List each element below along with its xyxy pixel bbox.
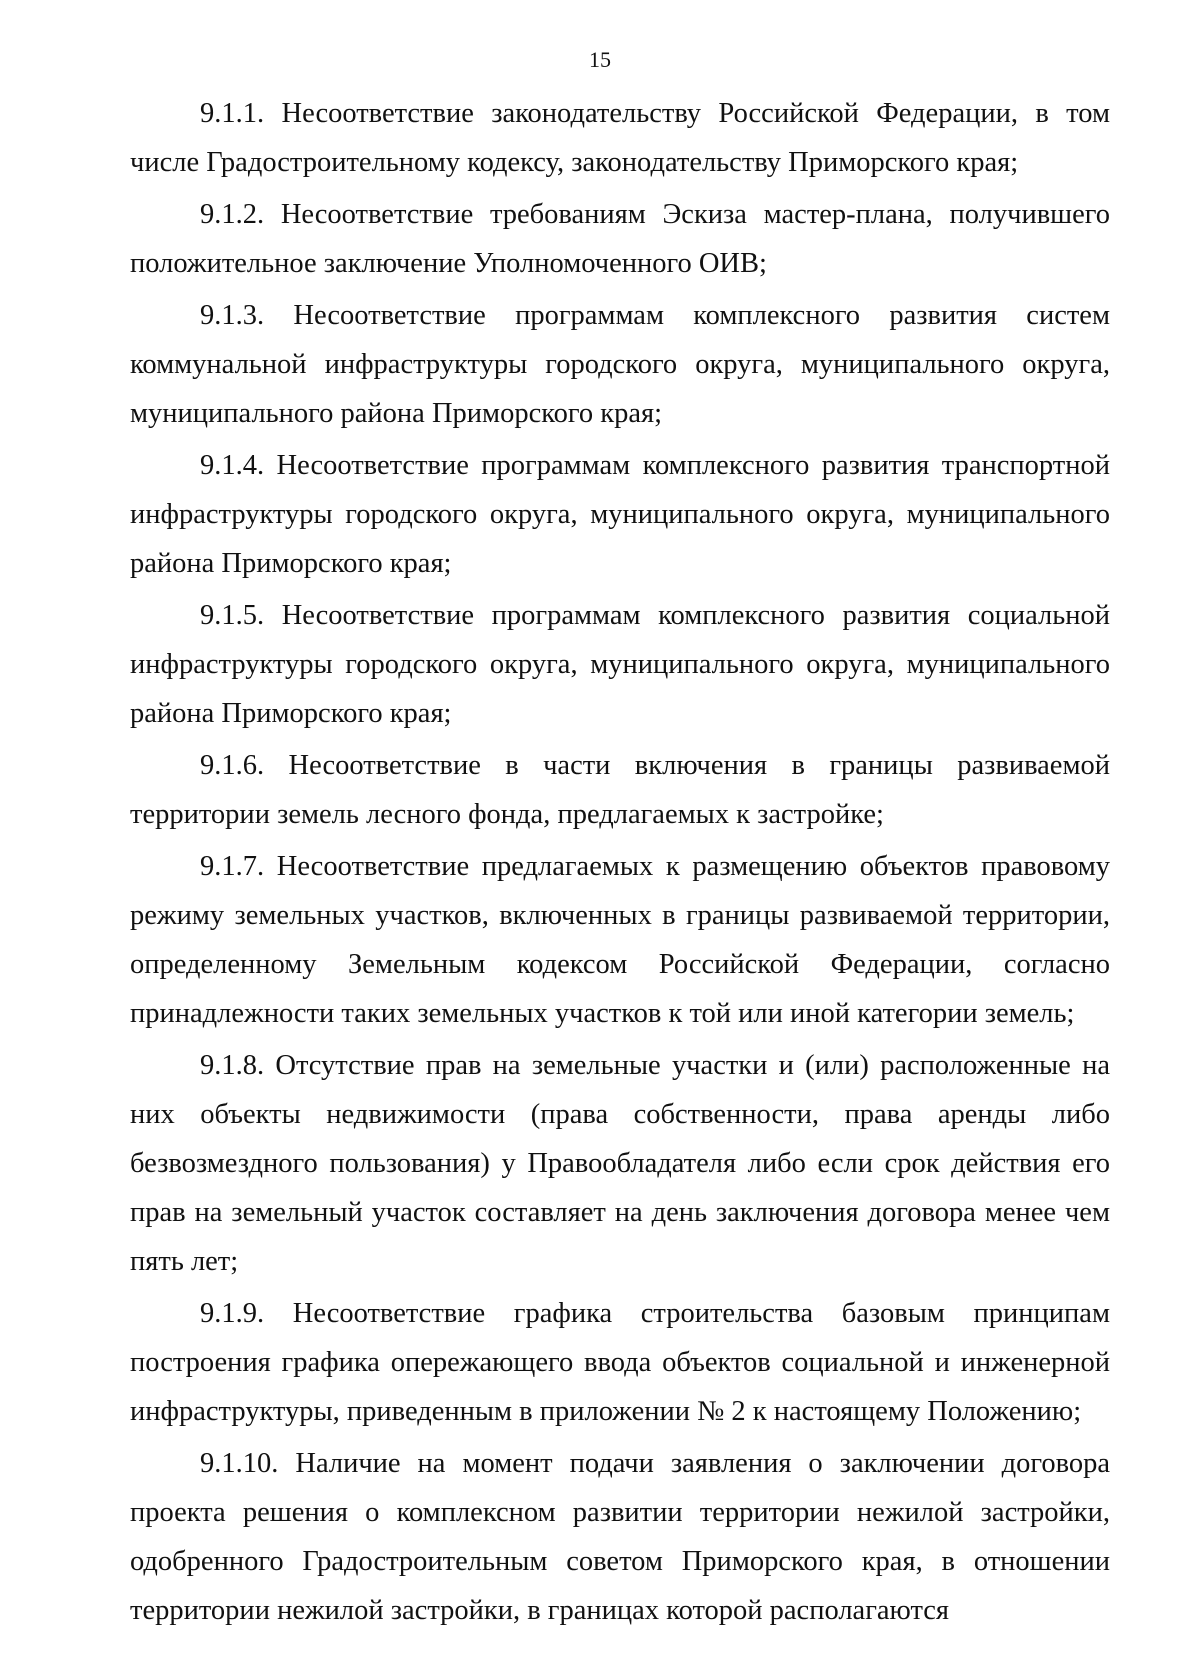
paragraph-9-1-9: 9.1.9. Несоответствие графика строительства базовым принципам построения графика опережающего ввода объектов социальной и инженерной инфраструктуры, приведенным в приложении № 2 к настоящему Положению; bbox=[130, 1298, 1110, 1427]
paragraph-9-1-8: 9.1.8. Отсутствие прав на земельные участки и (или) расположенные на них объекты недвижимости (права собственности, права аренды либо безвозмездного пользования) у Правообладателя либо если срок действия его прав на земельный участок составляет на день заключения договора менее чем пять лет; bbox=[130, 1050, 1110, 1277]
paragraph-9-1-3: 9.1.3. Несоответствие программам комплексного развития систем коммунальной инфраструктуры городского округа, муниципального округа, муниципального района Приморского края; bbox=[130, 300, 1110, 429]
paragraph-9-1-5: 9.1.5. Несоответствие программам комплексного развития социальной инфраструктуры городского округа, муниципального округа, муниципального района Приморского края; bbox=[130, 600, 1110, 729]
paragraph-9-1-6: 9.1.6. Несоответствие в части включения в границы развиваемой территории земель лесного фонда, предлагаемых к застройке; bbox=[130, 750, 1110, 830]
paragraph-9-1-7: 9.1.7. Несоответствие предлагаемых к размещению объектов правовому режиму земельных участков, включенных в границы развиваемой территории, определенному Земельным кодексом Российской Федерации, согласно принадлежности таких земельных участков к той или иной категории земель; bbox=[130, 851, 1110, 1029]
paragraph-9-1-10: 9.1.10. Наличие на момент подачи заявления о заключении договора проекта решения о комплексном развитии территории нежилой застройки, одобренного Градостроительным советом Приморского края, в отношении территории нежилой застройки, в границах которой располагаются bbox=[130, 1448, 1110, 1626]
paragraph-9-1-2: 9.1.2. Несоответствие требованиям Эскиза мастер-плана, получившего положительное заключение Уполномоченного ОИВ; bbox=[130, 199, 1110, 279]
paragraph-9-1-1: 9.1.1. Несоответствие законодательству Российской Федерации, в том числе Градостроительному кодексу, законодательству Приморского края; bbox=[130, 98, 1110, 178]
paragraph-9-1-4: 9.1.4. Несоответствие программам комплексного развития транспортной инфраструктуры городского округа, муниципального округа, муниципального района Приморского края; bbox=[130, 450, 1110, 579]
document-body bbox=[130, 89, 1110, 1638]
page-number: 15 bbox=[589, 47, 611, 72]
